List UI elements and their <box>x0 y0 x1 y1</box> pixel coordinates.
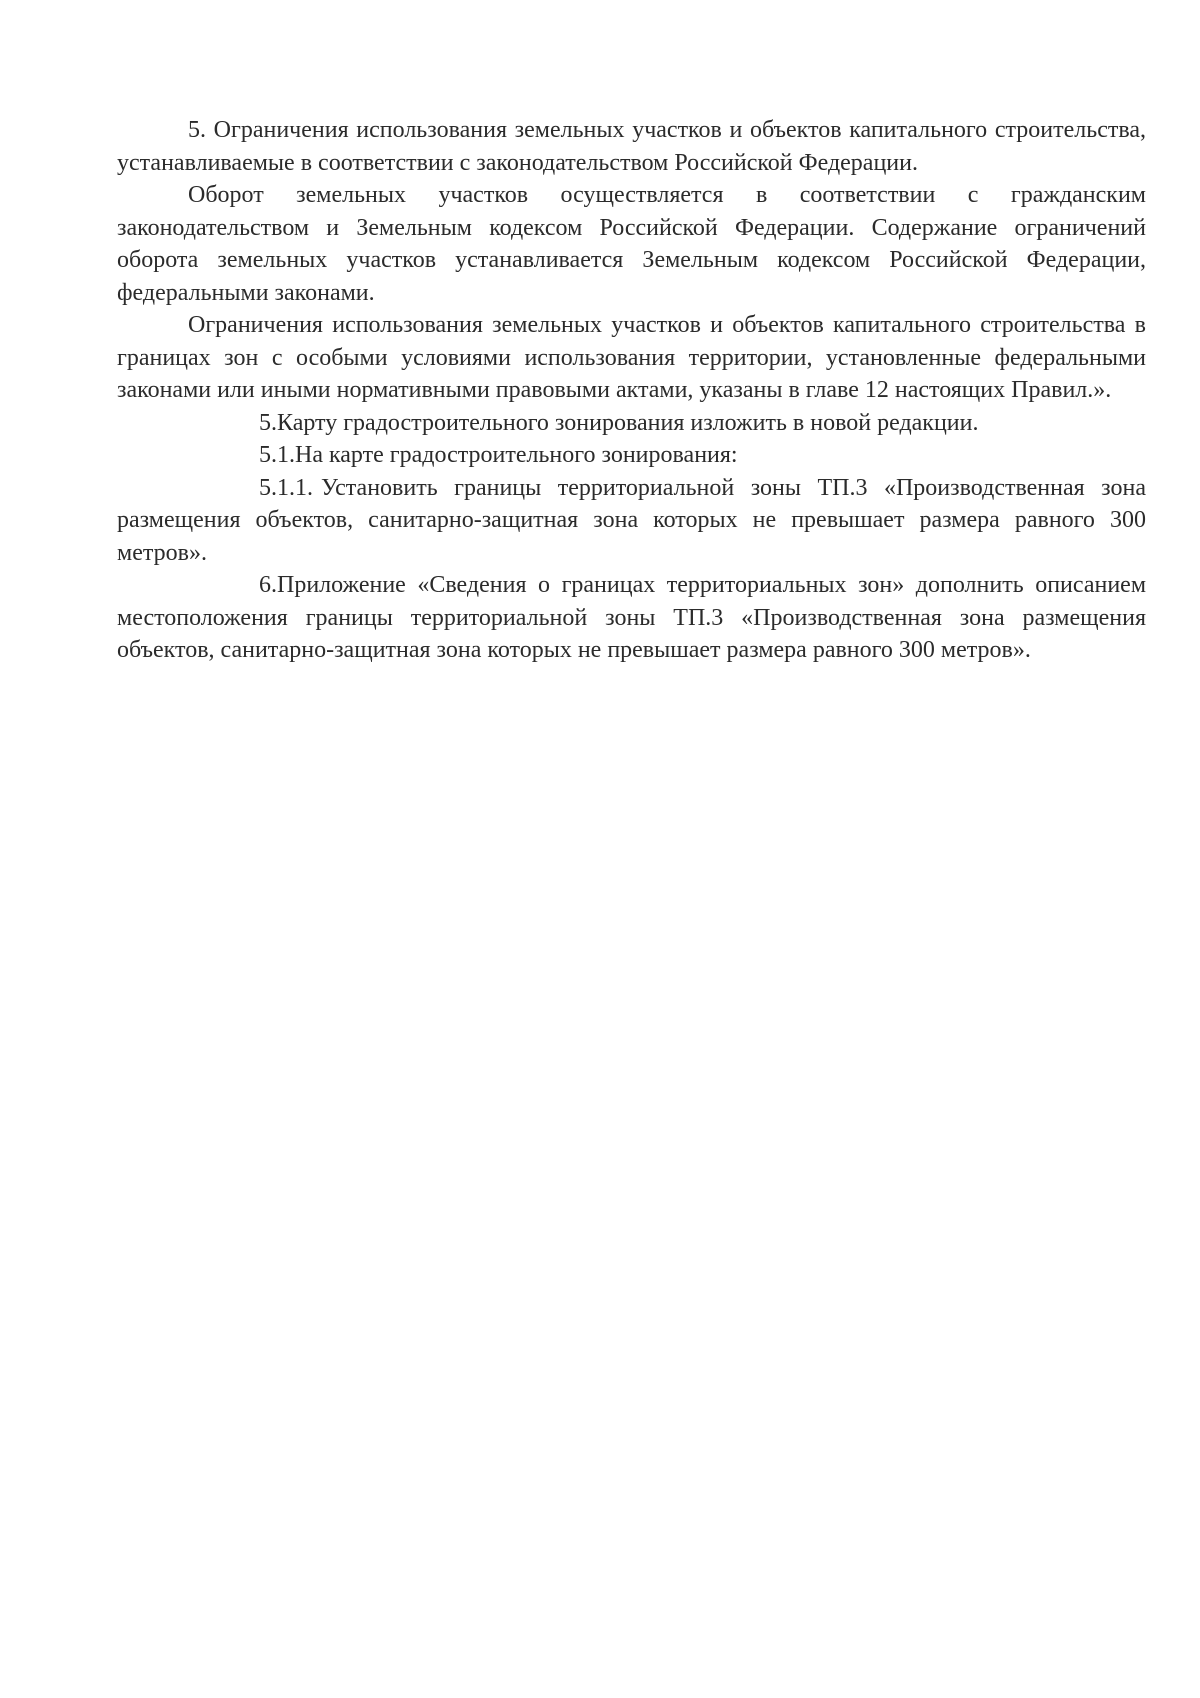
paragraph-number: 6. <box>259 572 277 598</box>
paragraph-number: 5.1.1. <box>259 474 313 501</box>
paragraph-number: 5. <box>259 409 277 436</box>
paragraph-restrictions-heading <box>117 114 1146 179</box>
paragraph-number: 5.1. <box>259 442 295 468</box>
paragraph-land-turnover <box>117 179 1146 309</box>
paragraph-text: Установить границы территориальной зоны ТП.3 «Производственная зона размещения объектов, санитарно-защитная зона которых не превышает размера равного 300 метров». <box>117 474 1146 566</box>
paragraph-text: Карту градостроительного зонирования изложить в новой редакции. <box>277 409 979 436</box>
paragraph-text: Оборот земельных участков осуществляется в соответствии с гражданским законодательством и Земельным кодексом Российской Федерации. Содержание ограничений оборота земельных участков устанавливается Земельным кодексом Российской Федерации, федеральными законами. <box>117 182 1146 306</box>
paragraph-text: 5. Ограничения использования земельных участков и объектов капитального строительства, устанавливаемые в соответствии с законодательством Российской Федерации. <box>117 117 1146 176</box>
paragraph-item-5-1 <box>117 439 1146 472</box>
paragraph-zone-restrictions <box>117 309 1146 407</box>
paragraph-item-6 <box>117 569 1146 667</box>
paragraph-item-5 <box>117 407 1146 440</box>
document-page <box>117 114 1146 667</box>
paragraph-text: Ограничения использования земельных участков и объектов капитального строительства в границах зон с особыми условиями использования территории, установленные федеральными законами или иными нормативными правовыми актами, указаны в главе 12 настоящих Правил.». <box>117 312 1146 403</box>
paragraph-text: Приложение «Сведения о границах территориальных зон» дополнить описанием местоположения границы территориальной зоны ТП.3 «Производственная зона размещения объектов, санитарно-защитная зона которых не превышает размера равного 300 метров». <box>117 572 1146 663</box>
paragraph-item-5-1-1 <box>117 472 1146 570</box>
paragraph-text: На карте градостроительного зонирования: <box>295 442 738 468</box>
